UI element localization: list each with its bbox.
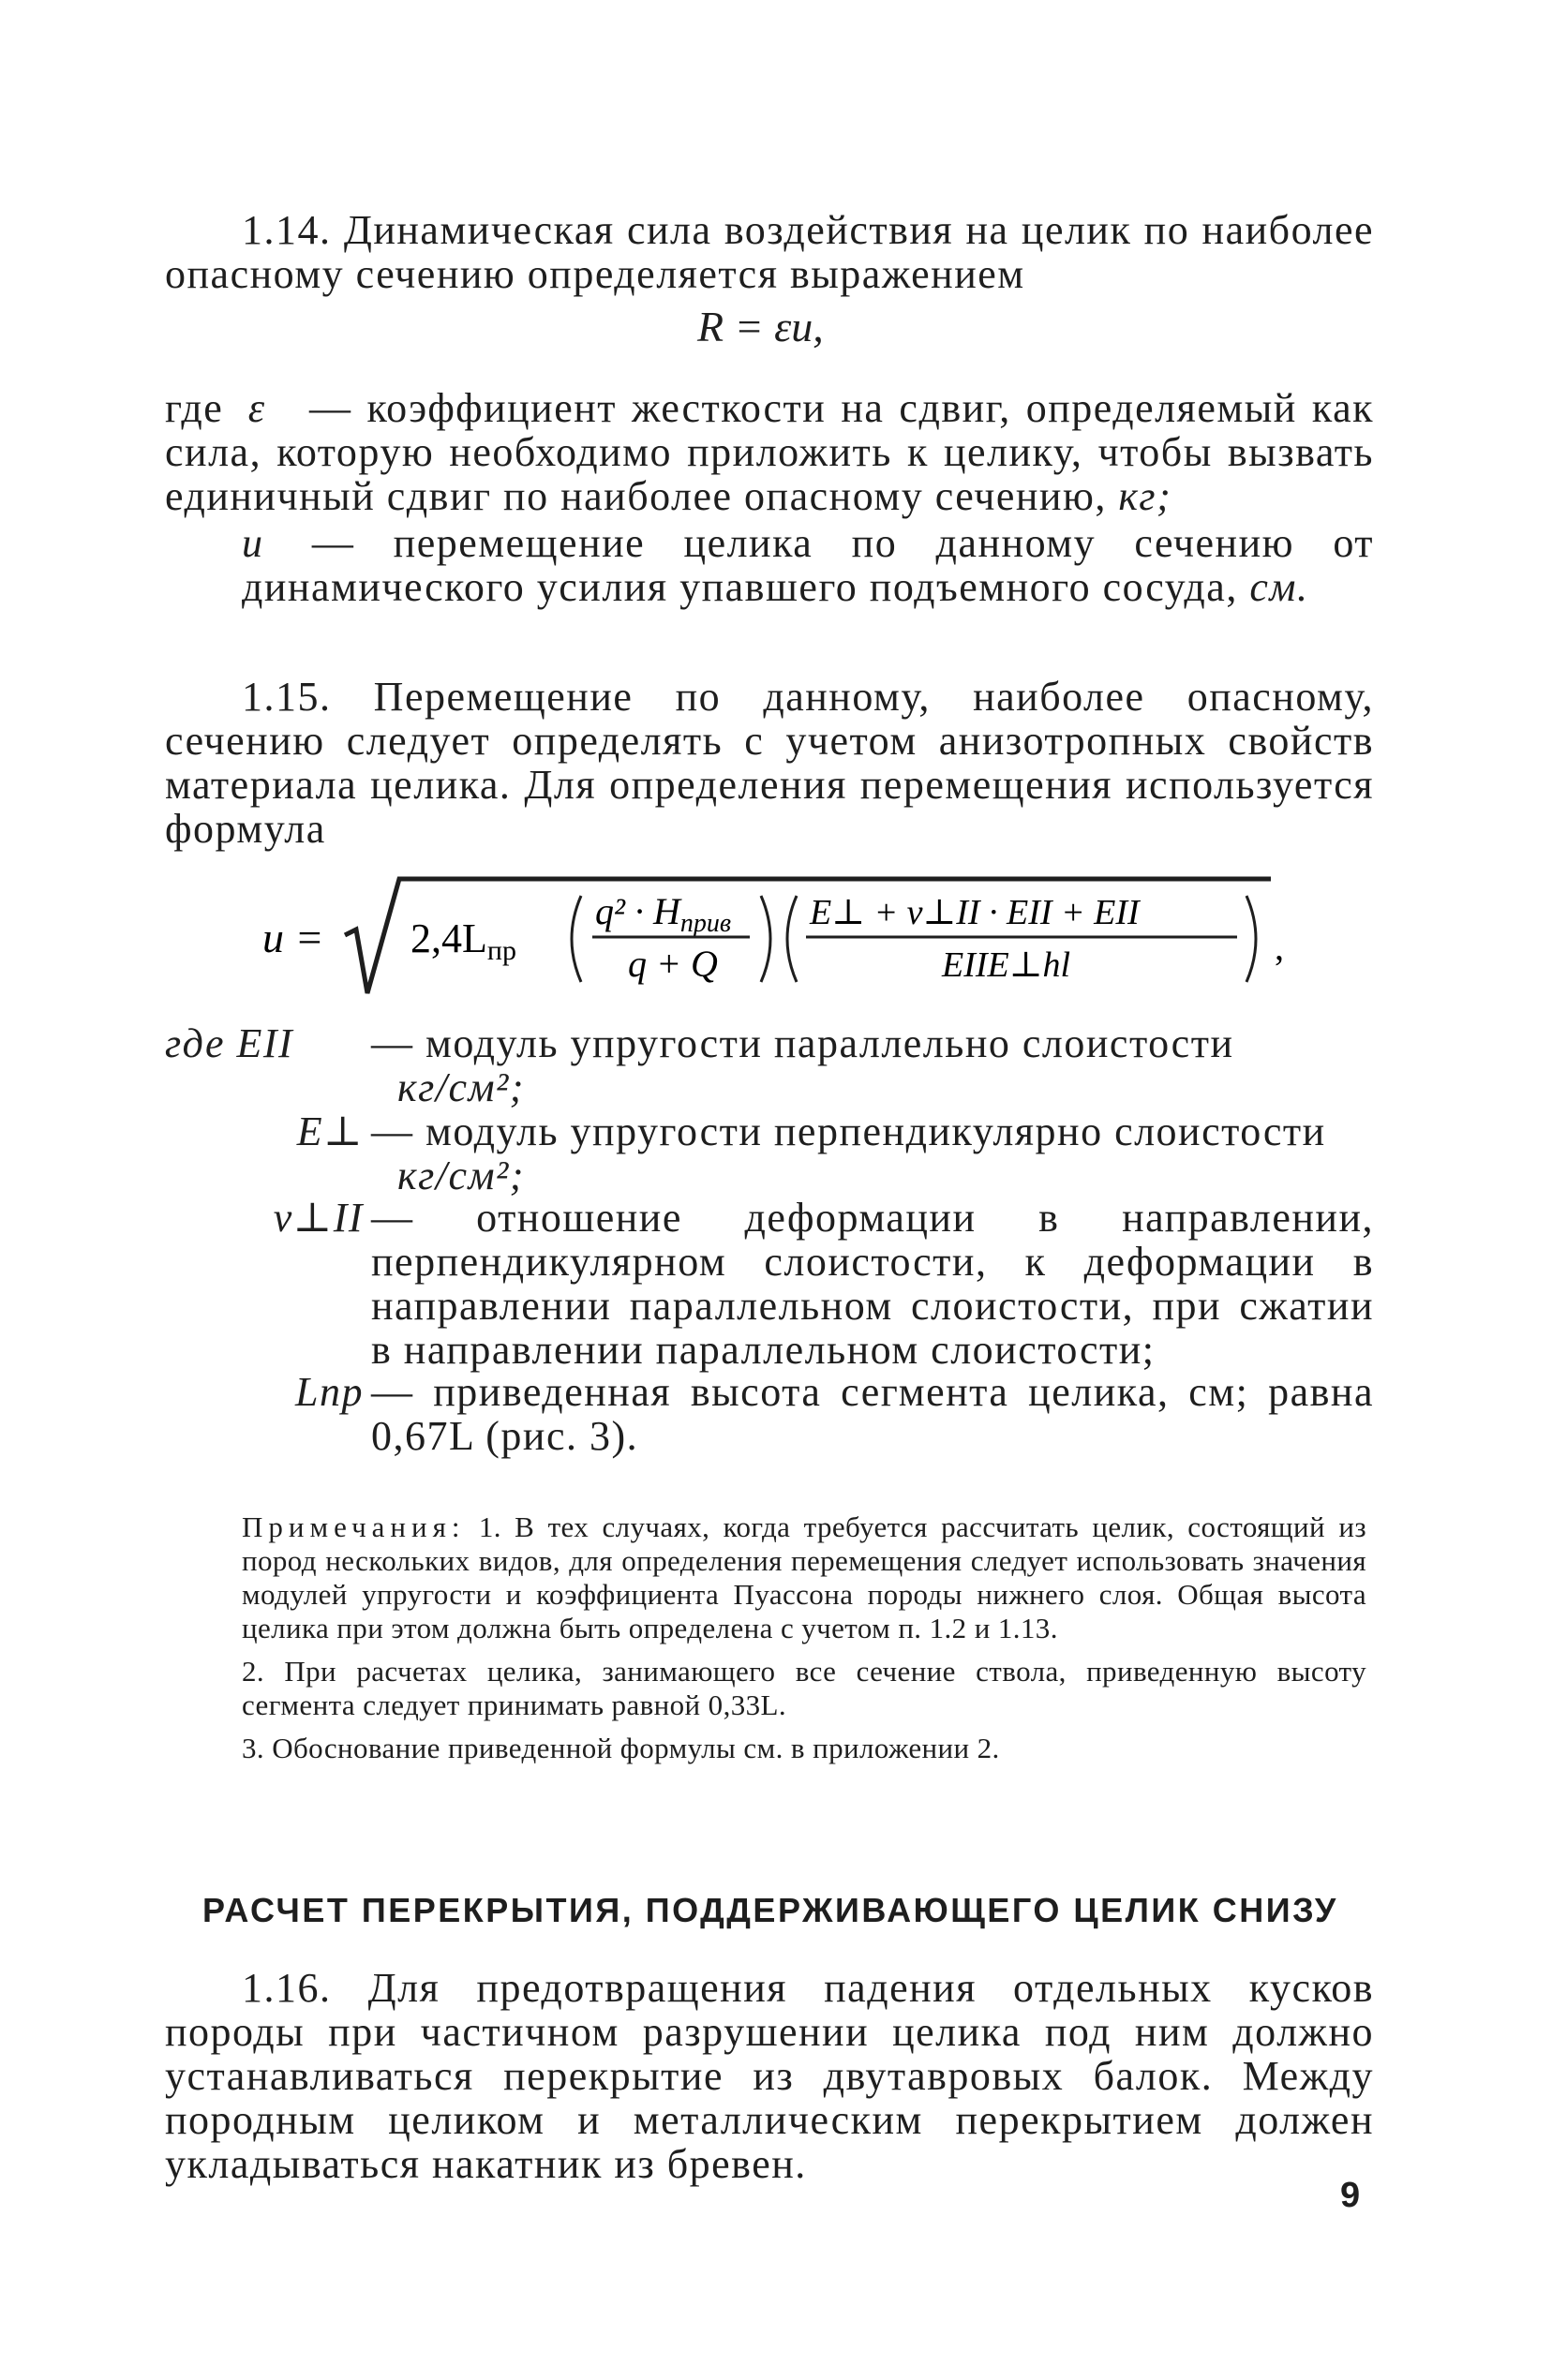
definition-e-perpendicular xyxy=(165,1109,1374,1197)
definition-unit: кг/см²; xyxy=(397,1153,525,1198)
note-1 xyxy=(242,1510,1366,1645)
definition-u xyxy=(242,521,1374,609)
definition-desc: — приведенная высота сегмента целика, xyxy=(371,1369,1170,1415)
paragraph-1-15: 1.15. Перемещение по данному, наиболее опасному, сечению следует определять с учетом анизотропных свойств материала целика. Для определения перемещения используется формула xyxy=(165,674,1374,852)
fraction1-denominator: q + Q xyxy=(628,943,718,985)
definition-text xyxy=(165,386,1374,518)
definition-desc: — коэффициент жесткости на сдвиг, определяемый как сила, которую необходимо приложить к целику, чтобы вызвать единичный сдвиг по наиболее опасному сечению, xyxy=(165,385,1374,519)
paragraph-1-14: 1.14. Динамическая сила воздействия на целик по наиболее опасному сечению определяется выражением xyxy=(165,207,1374,297)
definition-term: ν⊥II xyxy=(273,1195,364,1241)
where-label: где xyxy=(165,385,224,431)
definition-text xyxy=(371,1370,1374,1458)
formula-displacement xyxy=(244,862,1312,1012)
left-paren-2 xyxy=(787,896,797,982)
definition-e-parallel xyxy=(165,1021,1374,1109)
note-3: 3. Обоснование приведенной формулы см. в приложении 2. xyxy=(242,1732,1000,1764)
formula-r-eu: R = εu, xyxy=(697,303,824,350)
section-heading: РАСЧЕТ ПЕРЕКРЫТИЯ, ПОДДЕРЖИВАЮЩЕГО ЦЕЛИК СНИЗУ xyxy=(202,1891,1338,1929)
definition-unit: см. xyxy=(1249,564,1309,610)
right-paren-2 xyxy=(1246,896,1256,982)
definition-text xyxy=(371,1109,1374,1197)
definition-unit: кг; xyxy=(1118,473,1172,519)
u-symbol: u xyxy=(242,520,264,566)
paragraph-1-16: 1.16. Для предотвращения падения отдельных кусков породы при частичном разрушении целика под ним должно устанавливаться перекрытие из двутавровых балок. Между породным целиком и металлическим перекрытием должен укладываться накатник из бревен. xyxy=(165,1965,1374,2187)
page-number: 9 xyxy=(1340,2176,1361,2215)
definition-text: — отношение деформации в направлении, перпендикулярном слоистости, к деформации в направлении параллельном слоистости, при сжатии в направлении параллельном слоистости; xyxy=(371,1195,1374,1373)
formula-coef: 2,4Lпр xyxy=(410,915,516,966)
right-paren-1 xyxy=(761,896,770,982)
definition-term: E⊥ xyxy=(296,1108,364,1154)
formula-lhs: u = xyxy=(262,914,324,961)
fraction2-denominator: EIIE⊥hl xyxy=(942,945,1071,985)
definition-unit: см; равна 0,67L (рис. 3). xyxy=(371,1369,1374,1459)
formula-tail: , xyxy=(1275,926,1284,968)
definition-desc: — модуль упругости параллельно слоистости xyxy=(371,1020,1234,1066)
definition-desc: — модуль упругости перпендикулярно слоистости xyxy=(371,1108,1326,1154)
note-text: 1. В тех случаях, когда требуется рассчитать целик, состоящий из пород нескольких видов, для определения перемещения следует использовать значения модулей упругости и коэффициента Пуассона породы нижнего слоя. Общая высота целика при этом должна быть определена с учетом п. 1.2 и 1.13. xyxy=(242,1510,1366,1644)
left-paren-1 xyxy=(572,896,581,982)
notes-block xyxy=(242,1510,1366,1775)
definition-l-reduced xyxy=(165,1370,1374,1458)
epsilon-symbol: ε xyxy=(247,385,266,431)
note-2: 2. При расчетах целика, занимающего все сечение ствола, приведенную высоту сегмента следует принимать равной 0,33L. xyxy=(242,1655,1366,1721)
definition-epsilon xyxy=(165,386,1374,518)
definition-nu xyxy=(165,1196,1374,1372)
definition-unit: кг/см²; xyxy=(397,1064,525,1110)
fraction1-numerator: $q^2 \cdot H_{прив}$ xyxy=(595,890,732,938)
definition-text xyxy=(371,1021,1374,1109)
notes-label: Примечания: xyxy=(242,1510,466,1543)
fraction2-numerator: E⊥ + ν⊥II · EII + EII xyxy=(810,893,1140,932)
definition-term: Lпр xyxy=(295,1369,364,1415)
definition-text xyxy=(242,521,1374,609)
definition-term: где EII xyxy=(165,1020,294,1066)
definition-desc: — перемещение целика по данному сечению от динамического усилия упавшего подъемного сосуда, xyxy=(242,520,1375,610)
